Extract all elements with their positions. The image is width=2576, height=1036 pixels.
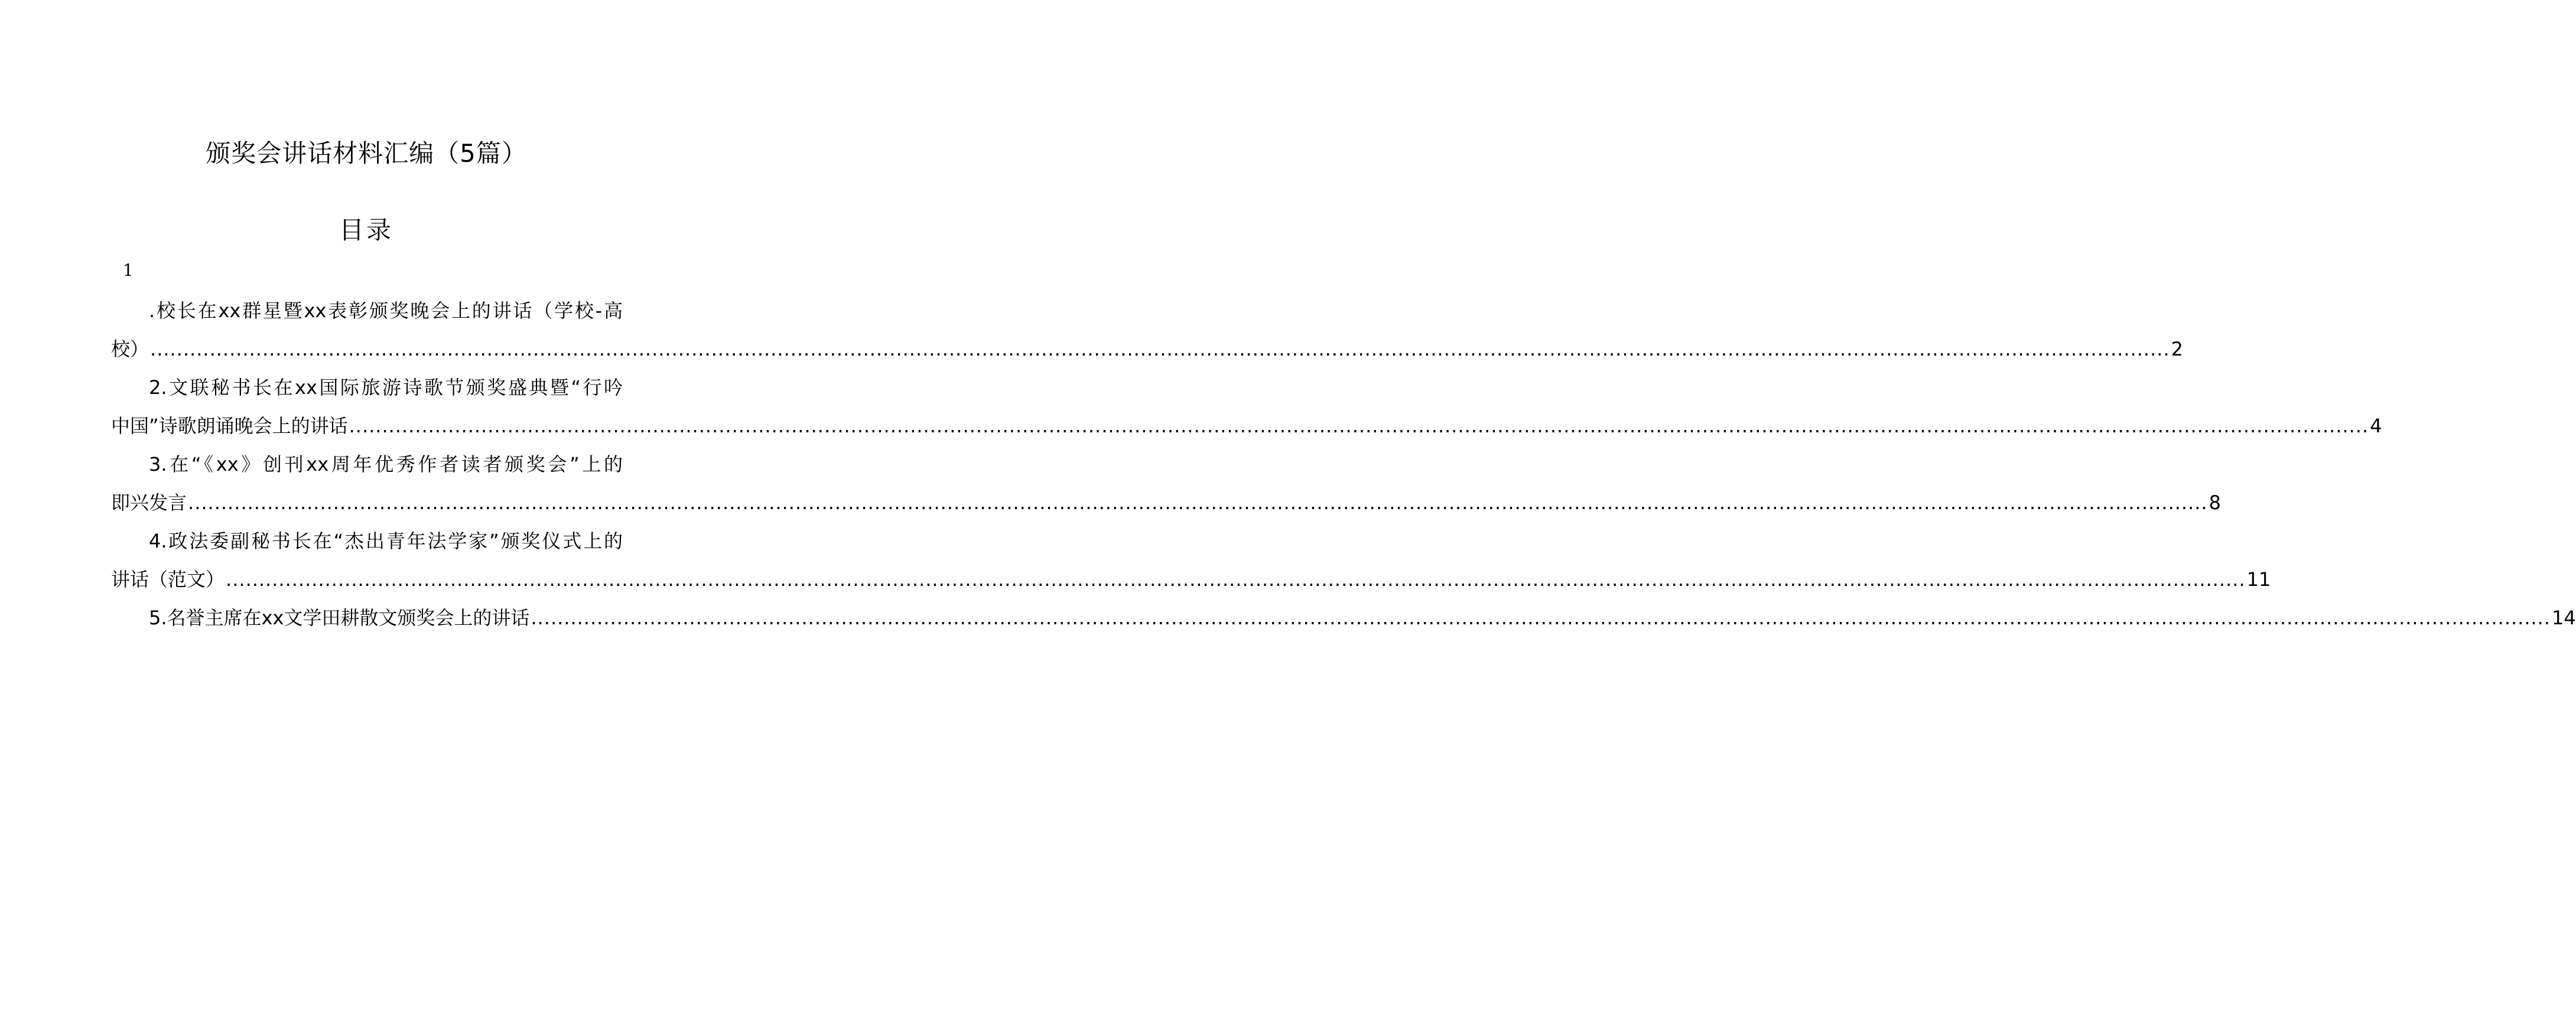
- toc-entry-title: 3.在“《xx》创刊xx周年优秀作者读者颁奖会”上的: [149, 453, 623, 475]
- toc-page-number: 4: [2370, 415, 2382, 437]
- dot-leader: [349, 407, 2369, 445]
- table-of-contents: [111, 292, 2576, 637]
- toc-entry-title: .校长在xx群星暨xx表彰颁奖晚会上的讲话（学校-高: [149, 299, 623, 322]
- toc-entry-line: [111, 561, 2271, 599]
- document-title: 颁奖会讲话材料汇编（5篇）: [206, 139, 527, 168]
- toc-entry-title-cont: 即兴发言: [111, 491, 187, 514]
- stray-page-number: 1: [123, 260, 134, 280]
- toc-entry-title: 2.文联秘书长在xx国际旅游诗歌节颁奖盛典暨“行吟: [149, 376, 623, 399]
- toc-entry-title: 4.政法委副秘书长在“杰出青年法学家”颁奖仪式上的: [149, 530, 623, 552]
- dot-leader: [531, 599, 2551, 637]
- toc-entry-3[interactable]: [111, 445, 2221, 522]
- toc-entry-line: [111, 330, 2183, 369]
- toc-page-number: 8: [2209, 491, 2221, 514]
- dot-leader: [150, 330, 2170, 369]
- toc-entry-5[interactable]: [111, 599, 2576, 637]
- toc-entry-line: [111, 445, 623, 484]
- toc-entry-1[interactable]: [111, 292, 2183, 369]
- toc-entry-title-cont: 中国”诗歌朗诵晚会上的讲话: [111, 415, 348, 437]
- toc-entry-line: [111, 292, 623, 330]
- toc-entry-title: 5.名誉主席在xx文学田耕散文颁奖会上的讲话: [149, 607, 530, 629]
- toc-entry-title-cont: 校）: [111, 338, 149, 360]
- toc-page-number: 11: [2246, 568, 2271, 591]
- dot-leader: [188, 484, 2208, 522]
- toc-entry-line: [111, 599, 2576, 637]
- dot-leader: [226, 561, 2246, 599]
- toc-entry-line: [111, 407, 2382, 445]
- toc-entry-line: [111, 369, 623, 407]
- toc-entry-4[interactable]: [111, 522, 2271, 599]
- toc-entry-line: [111, 484, 2221, 522]
- toc-page-number: 14: [2552, 607, 2576, 629]
- toc-entry-title-cont: 讲话（范文）: [111, 568, 225, 591]
- toc-entry-line: [111, 522, 623, 561]
- toc-heading: 目录: [339, 216, 393, 245]
- toc-page-number: 2: [2171, 338, 2183, 360]
- toc-entry-2[interactable]: [111, 369, 2382, 445]
